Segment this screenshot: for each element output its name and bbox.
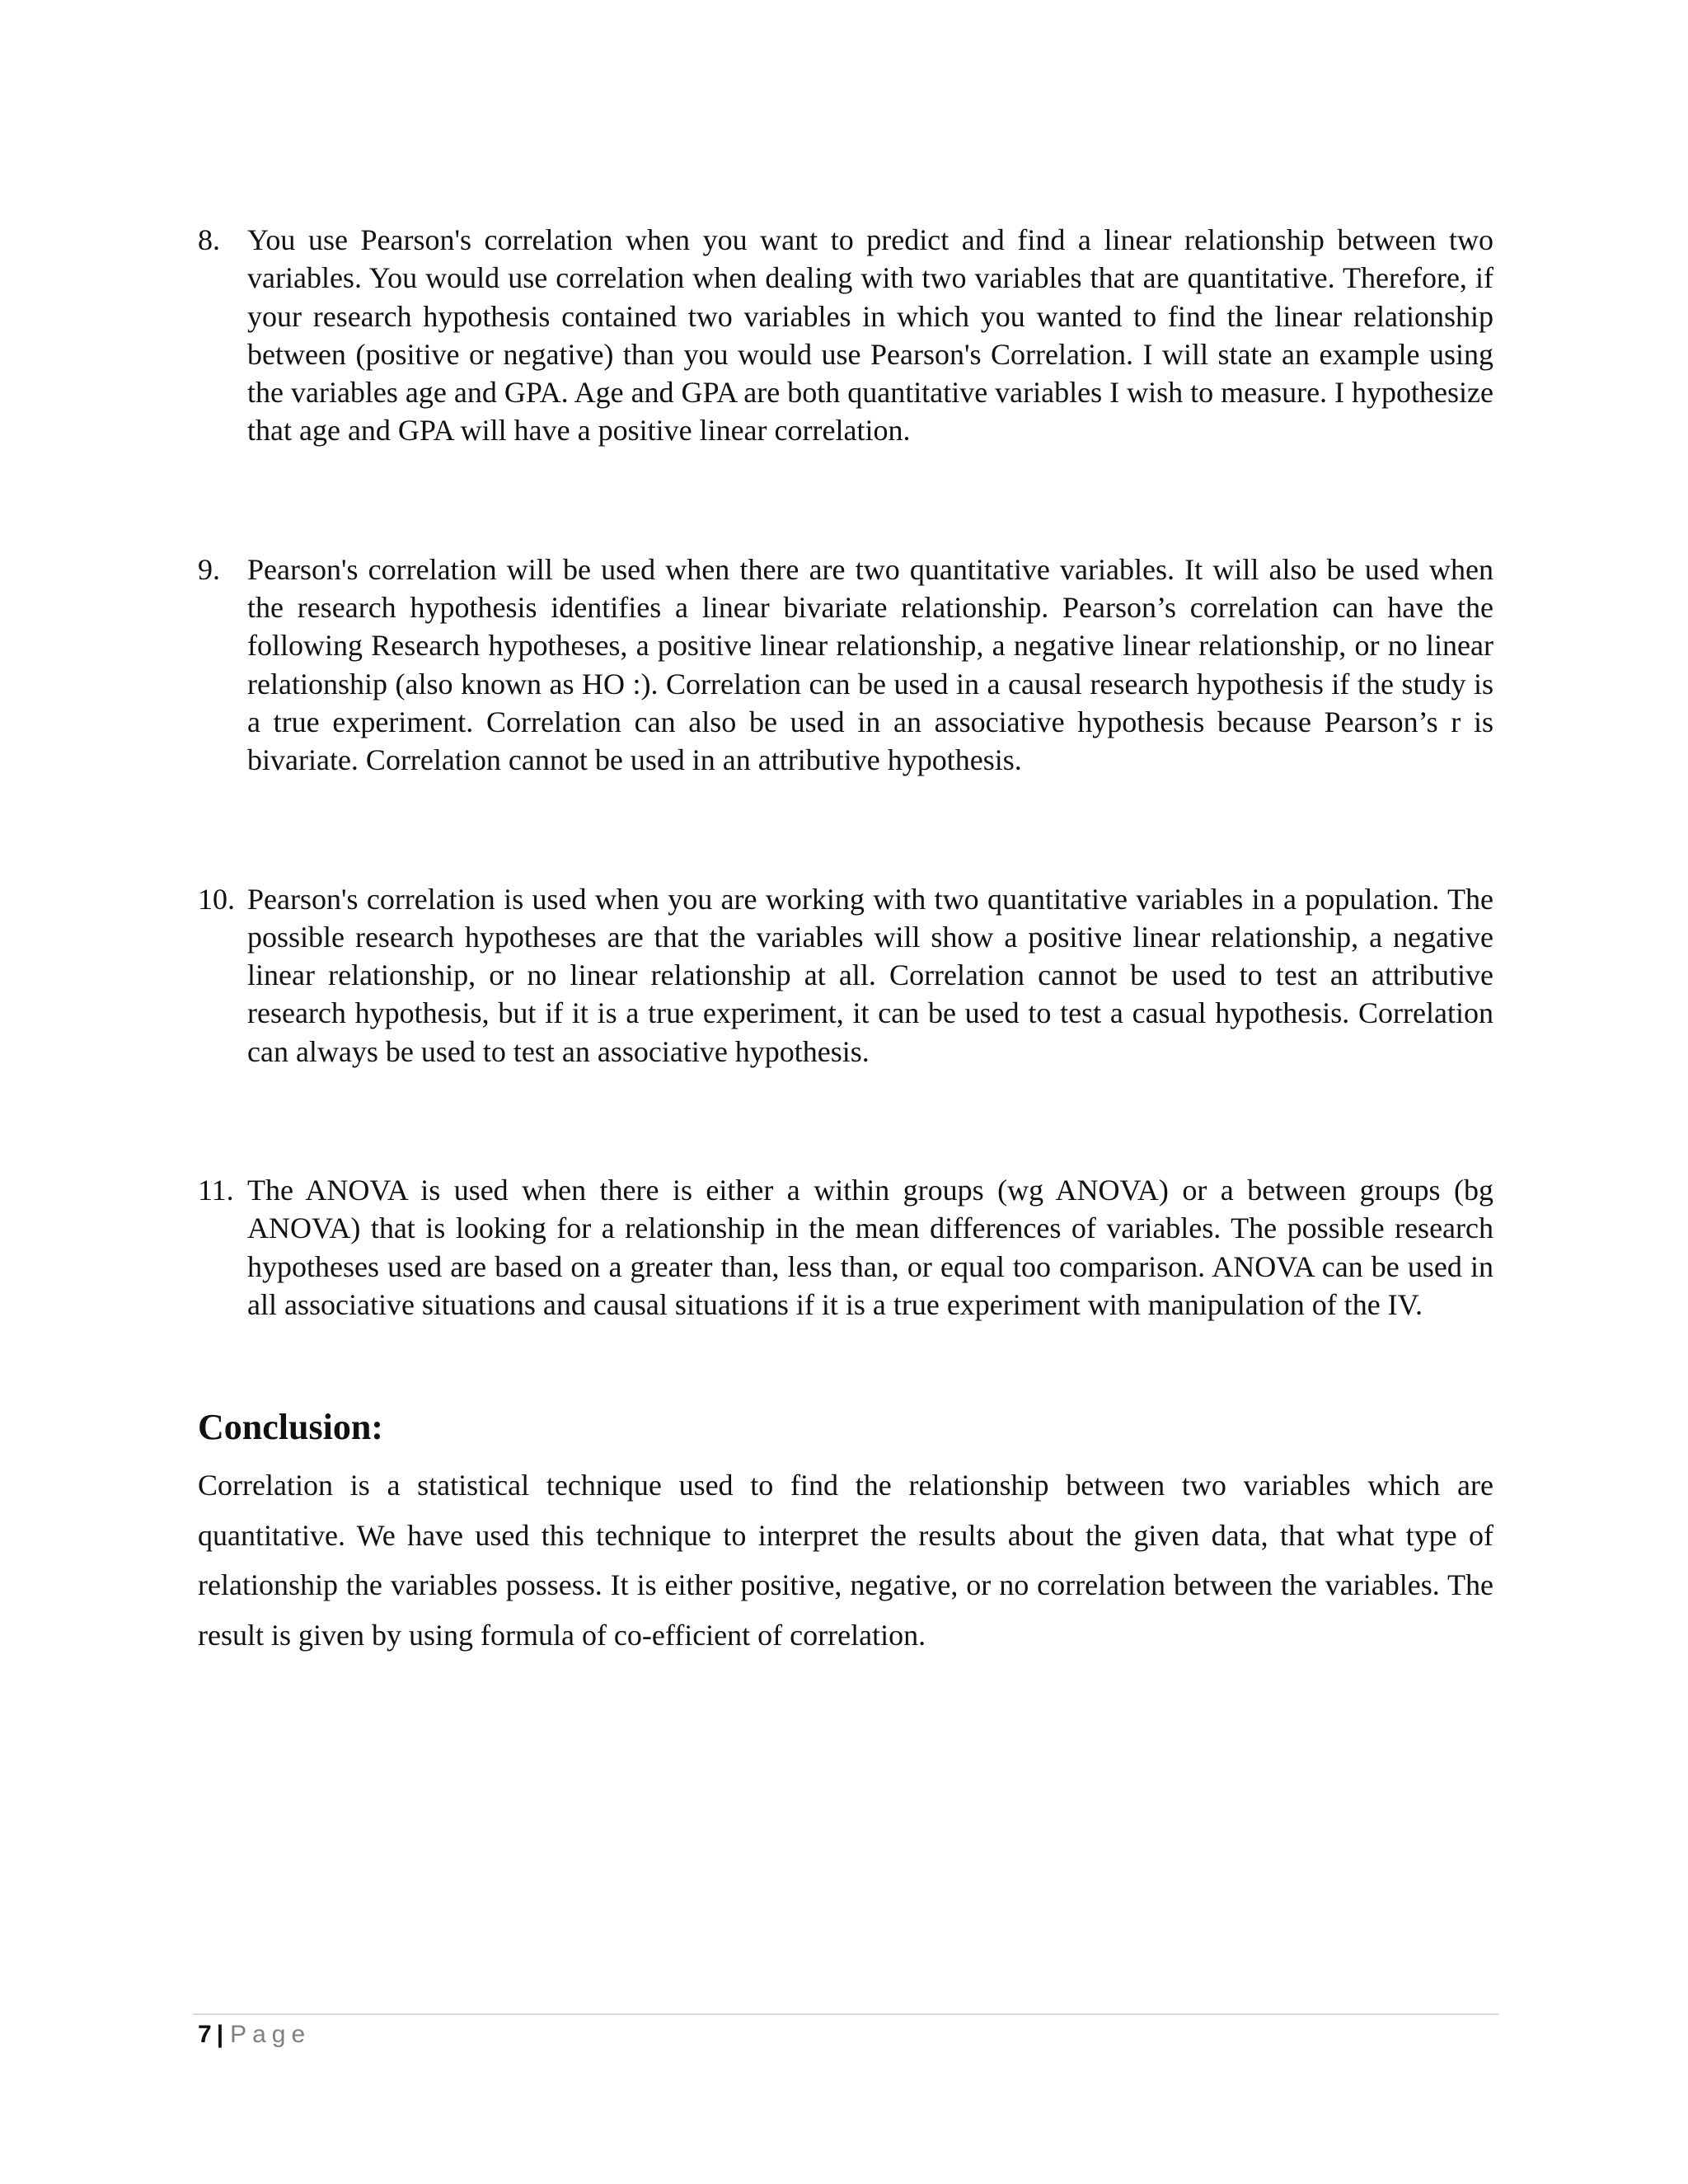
- list-item: [198, 880, 1493, 1071]
- numbered-answer-list: [198, 221, 1493, 1324]
- page-number: 7: [198, 2021, 212, 2048]
- page-label: Page: [230, 2021, 312, 2048]
- item-number: 8.: [198, 223, 220, 256]
- list-item: [198, 551, 1493, 780]
- list-item: [198, 221, 1493, 450]
- item-number: 9.: [198, 552, 220, 586]
- conclusion-paragraph: Correlation is a statistical technique used to find the relationship between two variables which are quantitative. We have used this technique to interpret the results about the given data, that what type of relationship the variables possess. It is either positive, negative, or no correlation between the variables. The result is given by using formula of co-efficient of correlation.: [198, 1469, 1493, 1652]
- item-text: The ANOVA is used when there is either a within groups (wg ANOVA) or a between groups (bg ANOVA) that is looking for a relationship in the mean differences of variables. The possible research hypotheses used are based on a greater than, less than, or equal too comparison. ANOVA can be used in all associative situations and causal situations if it is a true experiment with manipulation of the IV.: [247, 1174, 1493, 1321]
- item-number: 11.: [198, 1174, 234, 1207]
- list-item: [198, 1171, 1493, 1324]
- footer-divider: [193, 2013, 1498, 2015]
- conclusion-heading: Conclusion:: [198, 1407, 383, 1447]
- footer-separator: |: [216, 2021, 224, 2048]
- item-text: Pearson's correlation is used when you are working with two quantitative variables in a population. The possible research hypotheses are that the variables will show a positive linear relationship, a negative linear relationship, or no linear relationship at all. Correlation cannot be used to test an attributive research hypothesis, but if it is a true experiment, it can be used to test a casual hypothesis. Correlation can always be used to test an associative hypothesis.: [247, 882, 1493, 1068]
- item-text: You use Pearson's correlation when you want to predict and find a linear relationship between two variables. You would use correlation when dealing with two variables that are quantitative. Therefore, if your research hypothesis contained two variables in which you wanted to find the linear relationship between (positive or negative) than you would use Pearson's Correlation. I will state an example using the variables age and GPA. Age and GPA are both quantitative variables I wish to measure. I hypothesize that age and GPA will have a positive linear correlation.: [247, 223, 1493, 448]
- item-number: 10.: [198, 882, 235, 916]
- page-footer: [198, 2018, 311, 2052]
- item-text: Pearson's correlation will be used when there are two quantitative variables. It will also be used when the research hypothesis identifies a linear bivariate relationship. Pearson’s correlation can have the following Research hypotheses, a positive linear relationship, a negative linear relationship, or no linear relationship (also known as HO :). Correlation can be used in a causal research hypothesis if the study is a true experiment. Correlation can also be used in an associative hypothesis because Pearson’s r is bivariate. Correlation cannot be used in an attributive hypothesis.: [247, 552, 1493, 777]
